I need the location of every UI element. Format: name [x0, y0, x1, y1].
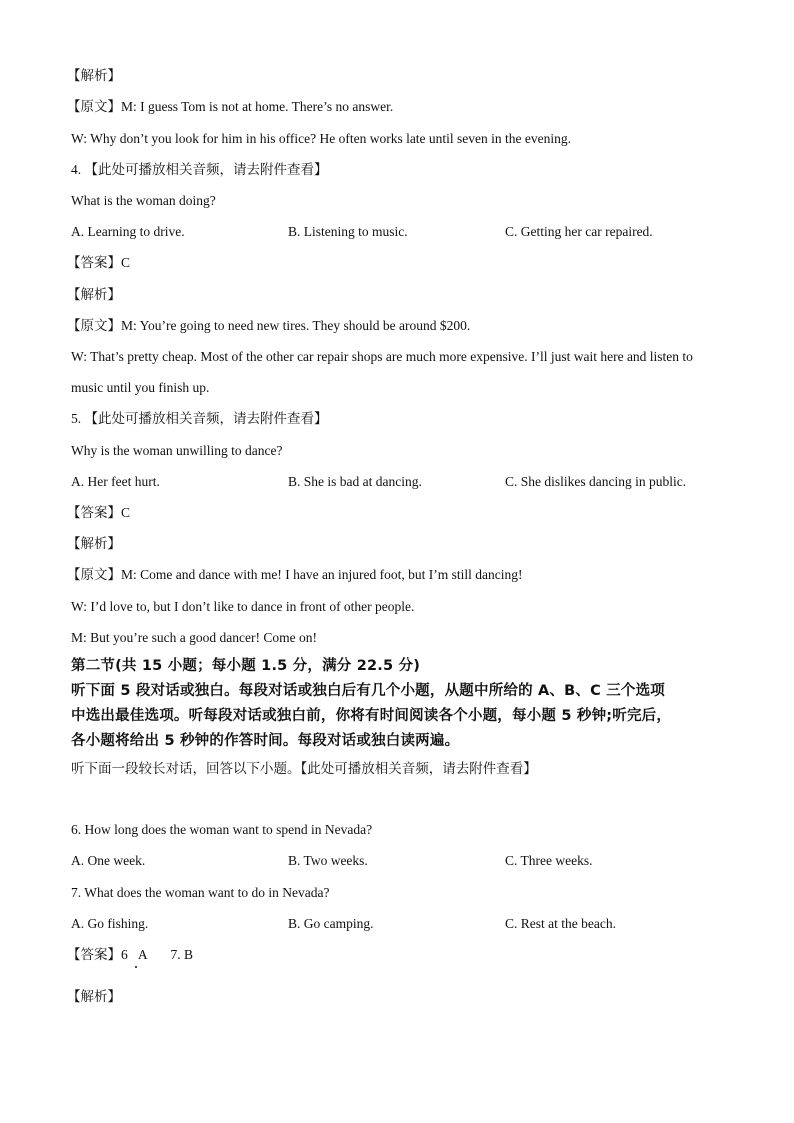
analysis-label: 【解析】 — [67, 68, 121, 84]
analysis-label: 【解析】 — [67, 989, 121, 1005]
section-instructions: 听下面 5 段对话或独白。每段对话或独白后有几个小题，从题中所给的 A、B、C 三个选项 — [71, 683, 665, 699]
section-instructions: 中选出最佳选项。听每段对话或独白前，你将有时间阅读各个小题，每小题 5 秒钟;听完后， — [71, 708, 672, 724]
option-b: B. Listening to music. — [288, 224, 408, 239]
question-number-4: 4. 【此处可播放相关音频，请去附件查看】 — [71, 162, 328, 177]
analysis-label: 【解析】 — [67, 536, 121, 552]
question-number-5: 5. 【此处可播放相关音频，请去附件查看】 — [71, 411, 328, 426]
option-a: A. One week. — [71, 853, 146, 868]
transcript-line: M: But you’re such a good dancer! Come on! — [71, 630, 317, 645]
transcript-line: 【原文】M: I guess Tom is not at home. There’s no answer. — [67, 99, 394, 114]
option-b: B. Go camping. — [288, 916, 374, 931]
question-text-7: 7. What does the woman want to do in Nevada? — [71, 885, 330, 900]
option-c: C. Getting her car repaired. — [505, 224, 653, 239]
analysis-label: 【解析】 — [67, 287, 121, 303]
transcript-line: 【原文】M: Come and dance with me! I have an injured foot, but I’m still dancing! — [67, 567, 523, 582]
transcript-line: 【原文】M: You’re going to need new tires. They should be around $200. — [67, 318, 471, 333]
transcript-line: W: Why don’t you look for him in his office? He often works late until seven in the evening. — [71, 131, 572, 146]
option-c: C. Three weeks. — [505, 853, 593, 868]
option-c: C. Rest at the beach. — [505, 916, 616, 931]
option-a: A. Her feet hurt. — [71, 474, 160, 489]
answer-label: 【答案】C — [67, 505, 131, 520]
question-text-6: 6. How long does the woman want to spend in Nevada? — [71, 822, 373, 837]
marker-dot — [135, 966, 137, 968]
section-heading: 第二节(共 15 小题；每小题 1.5 分，满分 22.5 分) — [71, 658, 421, 674]
transcript-line: W: I’d love to, but I don’t like to dance in front of other people. — [71, 599, 415, 614]
option-c: C. She dislikes dancing in public. — [505, 474, 687, 489]
transcript-line: W: That’s pretty cheap. Most of the other car repair shops are much more expensive. I’ll just wait here and listen to — [71, 349, 693, 364]
option-a: A. Learning to drive. — [71, 224, 185, 239]
answer-label: 【答案】6 A 7. B — [67, 947, 194, 962]
option-a: A. Go fishing. — [71, 916, 149, 931]
option-b: B. She is bad at dancing. — [288, 474, 422, 489]
question-text-5: Why is the woman unwilling to dance? — [71, 443, 283, 458]
dialogue-instruction: 听下面一段较长对话，回答以下小题。【此处可播放相关音频，请去附件查看】 — [71, 761, 537, 777]
option-b: B. Two weeks. — [288, 853, 368, 868]
transcript-line: music until you finish up. — [71, 380, 210, 395]
question-text-4: What is the woman doing? — [71, 193, 216, 208]
section-instructions: 各小题将给出 5 秒钟的作答时间。每段对话或独白读两遍。 — [71, 733, 460, 749]
answer-label: 【答案】C — [67, 255, 131, 270]
